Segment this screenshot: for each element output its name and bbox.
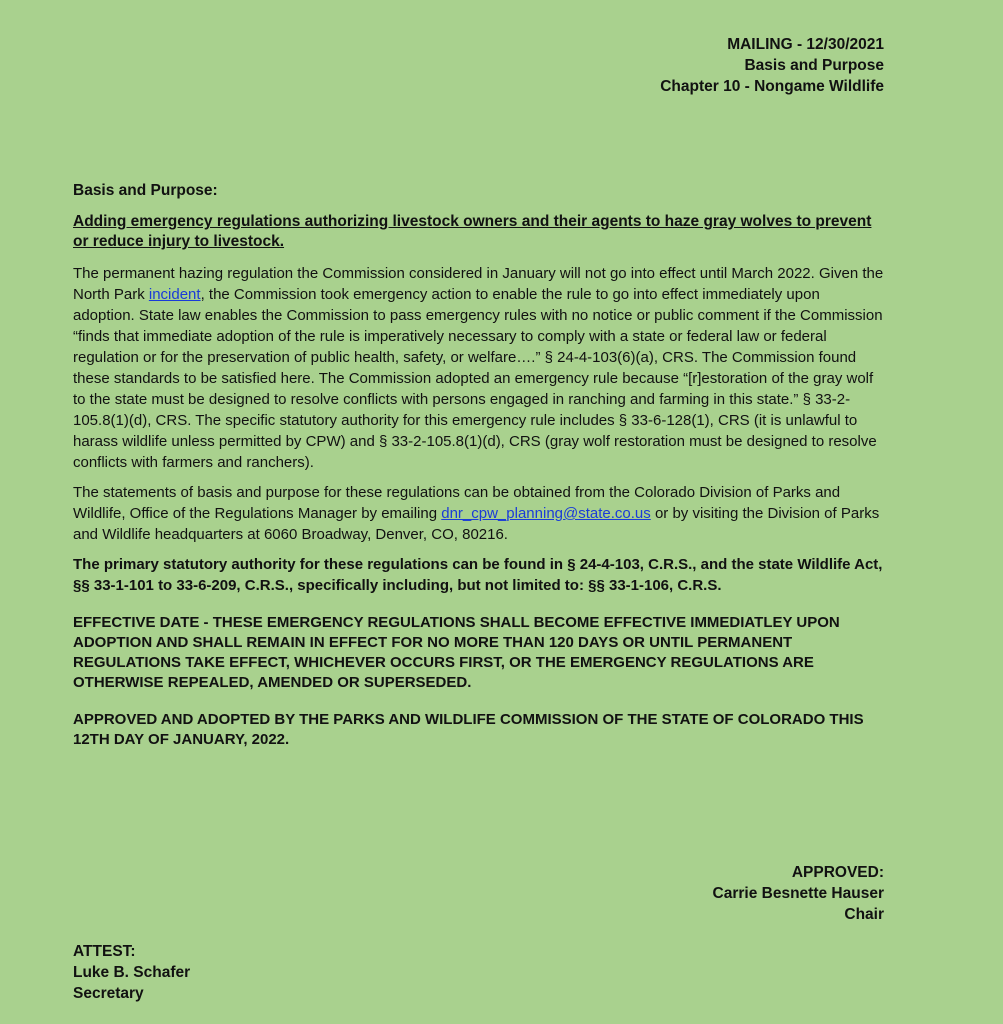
- paragraph-statements: [73, 482, 885, 545]
- attest-signature-block: [73, 941, 190, 1004]
- attest-label: ATTEST:: [73, 943, 136, 960]
- paragraph-approved-adopted: APPROVED AND ADOPTED BY THE PARKS AND WILDLIFE COMMISSION OF THE STATE OF COLORADO THIS 12TH DAY OF JANUARY, 2022.: [73, 711, 864, 748]
- paragraph-statutory-authority: The primary statutory authority for these regulations can be found in § 24-4-103, C.R.S., and the state Wildlife Act, §§ 33-1-101 to 33-6-209, C.R.S., specifically including, but not limited to: §§ 33-1-106, C.R.S.: [73, 556, 883, 594]
- paragraph-effective-date: EFFECTIVE DATE - THESE EMERGENCY REGULATIONS SHALL BECOME EFFECTIVE IMMEDIATLEY UPON ADOPTION AND SHALL REMAIN IN EFFECT FOR NO MORE THAN 120 DAYS OR UNTIL PERMANENT REGULATIONS TAKE EFFECT, WHICHEVER OCCURS FIRST, OR THE EMERGENCY REGULATIONS ARE OTHERWISE REPEALED, AMENDED OR SUPERSEDED.: [73, 614, 840, 691]
- paragraph-text: or by visiting the Division of Parks and Wildlife headquarters at 6060 Broadway, Denver, CO, 80216.: [73, 505, 880, 543]
- document-header: [660, 34, 884, 97]
- subject-heading: Adding emergency regulations authorizing livestock owners and their agents to haze gray wolves to prevent or reduce injury to livestock.: [73, 213, 872, 250]
- mailing-date: MAILING - 12/30/2021: [727, 36, 884, 53]
- header-basis-purpose: Basis and Purpose: [744, 57, 884, 74]
- incident-link[interactable]: incident: [148, 286, 201, 303]
- paragraph-text: , the Commission took emergency action to enable the rule to go into effect immediately upon adoption. State law enables the Commission to pass emergency rules with no notice or public comment if the Commission “finds that immediate adoption of the rule is imperatively necessary to comply with a state or federal law or federal regulation or for the preservation of public health, safety, or welfare….” § 24-4-103(6)(a), CRS. The Commission found these standards to be satisfied here. The Commission adopted an emergency rule because “[r]estoration of the gray wolf to the state must be designed to resolve conflicts with persons engaged in ranching and farming in this state.” § 33-2-105.8(1)(d), CRS. The specific statutory authority for this emergency rule includes § 33-6-128(1), CRS (it is unlawful to harass wildlife unless permitted by CPW) and § 33-2-105.8(1)(d), CRS (gray wolf restoration must be designed to resolve conflicts with farmers and ranchers).: [73, 286, 883, 471]
- attest-name: Luke B. Schafer: [73, 964, 191, 981]
- paragraph-text: The statements of basis and purpose for these regulations can be obtained from the Colorado Division of Parks and Wildlife, Office of the Regulations Manager by emailing: [73, 484, 841, 522]
- attest-title: Secretary: [73, 985, 144, 1002]
- approved-title: Chair: [844, 906, 884, 923]
- approved-signature-block: [713, 862, 884, 925]
- email-link[interactable]: dnr_cpw_planning@state.co.us: [441, 505, 651, 522]
- header-chapter: Chapter 10 - Nongame Wildlife: [660, 78, 884, 95]
- approved-label: APPROVED:: [791, 864, 884, 881]
- section-label: Basis and Purpose:: [73, 182, 218, 199]
- paragraph-hazing-regulation: [73, 263, 885, 473]
- approved-name: Carrie Besnette Hauser: [712, 885, 884, 902]
- paragraph-text: The permanent hazing regulation the Commission considered in January will not go into effect until March 2022. Given the North Park: [73, 265, 884, 303]
- document-body: [73, 182, 885, 767]
